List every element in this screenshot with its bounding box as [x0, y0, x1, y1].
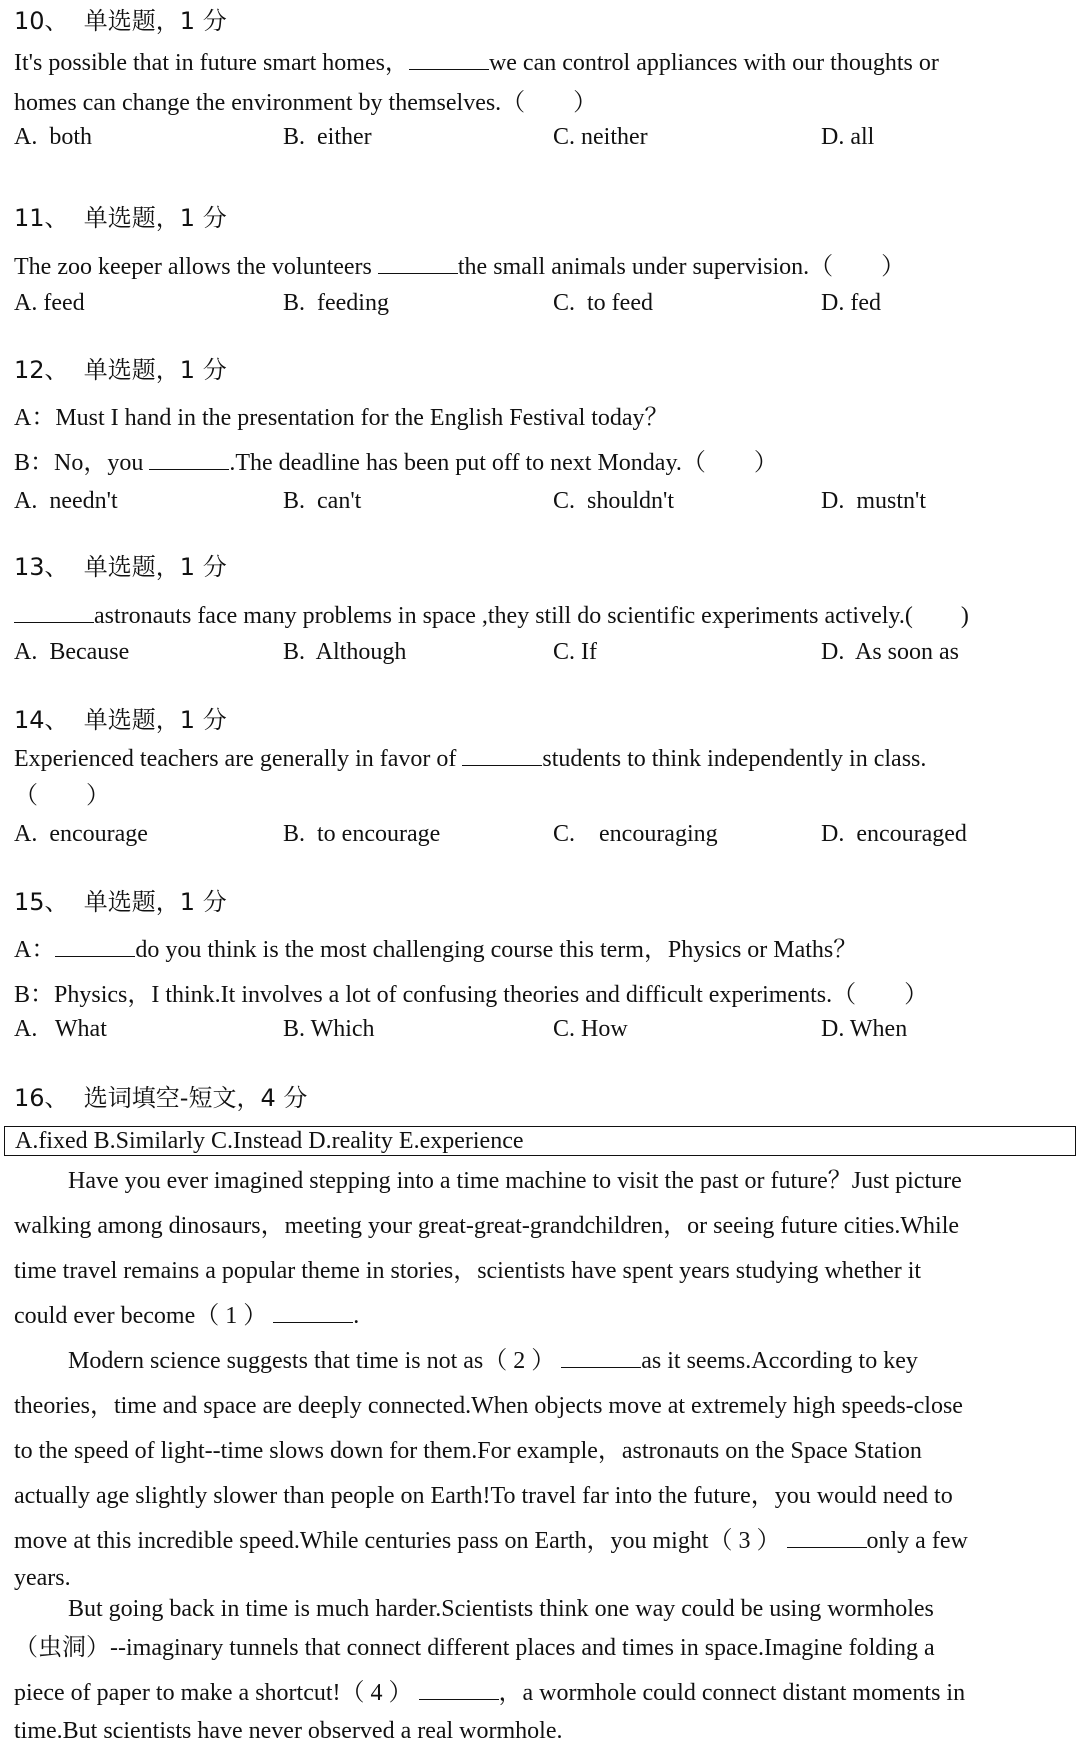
option-b[interactable]: B. can't: [283, 488, 362, 514]
option-a[interactable]: A. What: [14, 1016, 107, 1042]
answer-blank-3[interactable]: [787, 1527, 867, 1548]
word-bank-box: [4, 1126, 1076, 1156]
option-c[interactable]: C. How: [553, 1016, 628, 1042]
question-16-heading: 16、 选词填空-短文，4 分: [14, 1084, 308, 1112]
question-14-stem: Experienced teachers are generally in favor of students to think independently in class.: [14, 746, 927, 772]
passage-line: move at this incredible speed.While centuries pass on Earth，you might（ 3 ） only a few: [14, 1528, 968, 1554]
answer-blank[interactable]: [462, 745, 542, 766]
option-c[interactable]: C. If: [553, 639, 597, 665]
passage-line: theories，time and space are deeply connected.When objects move at extremely high speeds-close: [14, 1393, 963, 1419]
passage-line: Modern science suggests that time is not as（ 2 ） as it seems.According to key: [68, 1348, 918, 1374]
option-d[interactable]: D. When: [821, 1016, 908, 1042]
option-c[interactable]: C. to feed: [553, 290, 653, 316]
answer-blank[interactable]: [378, 253, 458, 274]
question-13-stem: astronauts face many problems in space ,they still do scientific experiments actively.( ): [14, 601, 969, 631]
option-c[interactable]: C. neither: [553, 124, 648, 150]
word-bank: A.fixed B.Similarly C.Instead D.reality E.experience: [15, 1128, 524, 1154]
question-10-stem-line2: homes can change the environment by themselves.（ ）: [14, 90, 598, 116]
question-10-heading: 10、 单选题，1 分: [14, 7, 227, 35]
option-b[interactable]: B. feeding: [283, 290, 389, 316]
question-12-line-b: B：No，you .The deadline has been put off to next Monday.（ ）: [14, 450, 778, 476]
answer-blank-1[interactable]: [273, 1302, 353, 1323]
passage-line: to the speed of light--time slows down for them.For example，astronauts on the Space Station: [14, 1438, 922, 1464]
question-11-stem: The zoo keeper allows the volunteers the small animals under supervision.（ ）: [14, 254, 906, 280]
option-a[interactable]: A. both: [14, 124, 92, 150]
question-15-heading: 15、 单选题，1 分: [14, 888, 227, 916]
answer-blank[interactable]: [409, 49, 489, 70]
answer-blank[interactable]: [55, 936, 135, 957]
answer-blank[interactable]: [14, 602, 94, 623]
option-b[interactable]: B. either: [283, 124, 372, 150]
question-14-heading: 14、 单选题，1 分: [14, 706, 227, 734]
option-b[interactable]: B. Although: [283, 639, 407, 665]
question-15-line-a: A： do you think is the most challenging course this term，Physics or Maths？: [14, 937, 858, 963]
passage-line: walking among dinosaurs，meeting your great-great-grandchildren，or seeing future cities.While: [14, 1213, 960, 1239]
option-a[interactable]: A. feed: [14, 290, 85, 316]
question-12-line-a: A：Must I hand in the presentation for the English Festival today？: [14, 405, 669, 431]
passage-line: time.But scientists have never observed a real wormhole.: [14, 1718, 563, 1744]
option-d[interactable]: D. fed: [821, 290, 881, 316]
option-b[interactable]: B. to encourage: [283, 821, 441, 847]
option-c[interactable]: C. encouraging: [553, 821, 718, 847]
option-d[interactable]: D. encouraged: [821, 821, 967, 847]
option-d[interactable]: D. all: [821, 124, 875, 150]
question-14-bracket: （ ）: [14, 783, 110, 809]
answer-blank-2[interactable]: [561, 1347, 641, 1368]
option-a[interactable]: A. Because: [14, 639, 130, 665]
passage-line: could ever become（ 1 ） .: [14, 1303, 360, 1329]
question-15-line-b: B：Physics，I think.It involves a lot of confusing theories and difficult experiments.（ ）: [14, 982, 929, 1008]
answer-blank[interactable]: [149, 449, 229, 470]
passage-line: （虫洞）--imaginary tunnels that connect different places and times in space.Imagine folding a: [14, 1635, 935, 1661]
answer-blank-4[interactable]: [419, 1679, 499, 1700]
question-12-heading: 12、 单选题，1 分: [14, 356, 227, 384]
question-10-stem: It's possible that in future smart homes， we can control appliances with our thoughts or: [14, 50, 939, 76]
question-11-heading: 11、 单选题，1 分: [14, 204, 227, 232]
question-13-heading: 13、 单选题，1 分: [14, 553, 227, 581]
option-d[interactable]: D. As soon as: [821, 639, 960, 665]
option-d[interactable]: D. mustn't: [821, 488, 926, 514]
option-c[interactable]: C. shouldn't: [553, 488, 675, 514]
option-a[interactable]: A. encourage: [14, 821, 148, 847]
passage-line: actually age slightly slower than people on Earth!To travel far into the future，you would need to: [14, 1483, 953, 1509]
option-a[interactable]: A. needn't: [14, 488, 118, 514]
passage-line: But going back in time is much harder.Scientists think one way could be using wormholes: [68, 1596, 934, 1622]
passage-line: time travel remains a popular theme in stories，scientists have spent years studying whether it: [14, 1258, 922, 1284]
passage-line: Have you ever imagined stepping into a time machine to visit the past or future？Just picture: [68, 1168, 962, 1194]
option-b[interactable]: B. Which: [283, 1016, 375, 1042]
passage-line: piece of paper to make a shortcut!（ 4 ） ，a wormhole could connect distant moments in: [14, 1680, 966, 1706]
passage-line: years.: [14, 1565, 71, 1591]
